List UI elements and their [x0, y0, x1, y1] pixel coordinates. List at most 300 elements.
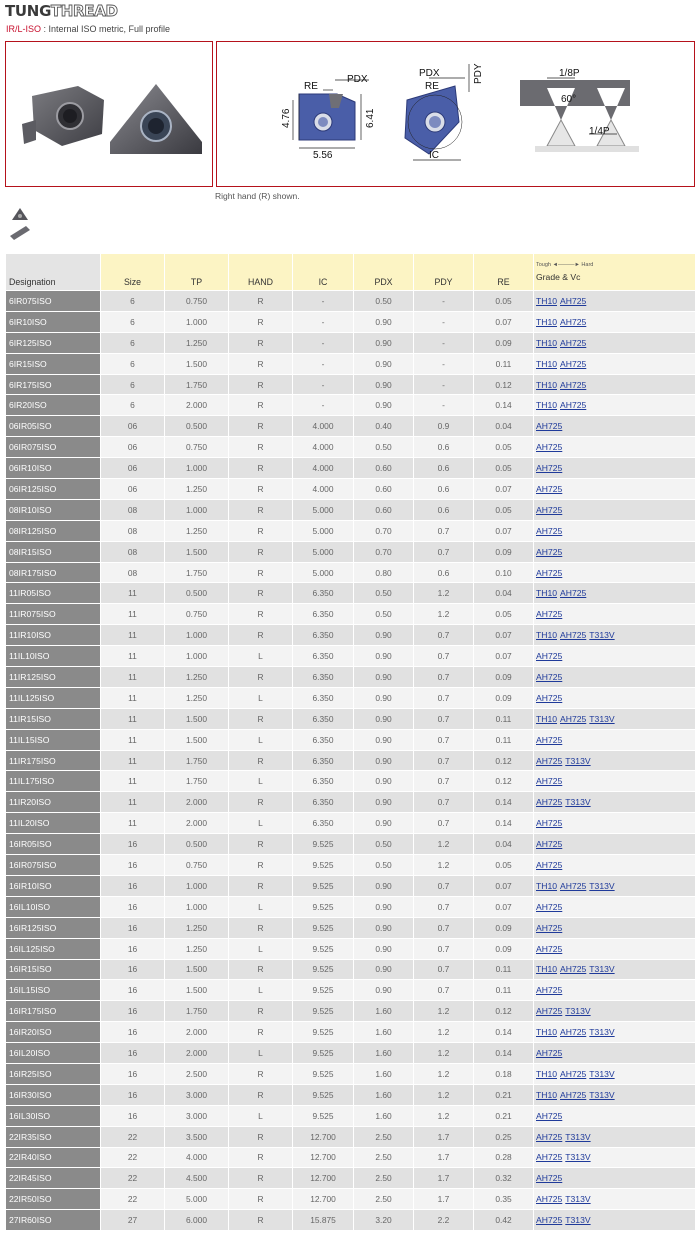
grade-link[interactable]: AH725	[536, 1194, 563, 1205]
cell-designation: 16IR25ISO	[6, 1063, 101, 1084]
cell-ic: 9.525	[293, 980, 354, 1001]
grade-link[interactable]: TH10	[536, 295, 558, 306]
cell-pdy: 0.7	[414, 771, 474, 792]
cell-size: 22	[101, 1126, 165, 1147]
grade-link[interactable]: AH725	[536, 1006, 563, 1017]
cell-hand: R	[229, 1063, 293, 1084]
cell-re: 0.04	[474, 583, 534, 604]
cell-tp: 1.000	[165, 458, 229, 479]
cell-size: 08	[101, 520, 165, 541]
cell-size: 06	[101, 416, 165, 437]
grade-link[interactable]: T313V	[565, 755, 591, 766]
cell-pdy: -	[414, 395, 474, 416]
cell-pdx: 0.50	[354, 834, 414, 855]
grade-link[interactable]: AH725	[536, 734, 563, 745]
grade-link[interactable]: T313V	[589, 964, 615, 975]
cell-tp: 4.500	[165, 1168, 229, 1189]
grade-link[interactable]: T313V	[589, 1089, 615, 1100]
table-row	[6, 416, 696, 437]
cell-ic: 9.525	[293, 1063, 354, 1084]
cell-size: 11	[101, 604, 165, 625]
cell-designation: 08IR15ISO	[6, 541, 101, 562]
col-header-ic: IC	[293, 254, 354, 291]
cell-grades	[534, 1147, 696, 1168]
dimension-diagram	[217, 42, 694, 186]
cell-grades	[534, 458, 696, 479]
grade-link[interactable]: AH725	[536, 671, 563, 682]
cell-ic: -	[293, 374, 354, 395]
cell-pdx: 0.90	[354, 980, 414, 1001]
brand-logo-thread: THREAD	[50, 2, 118, 20]
grade-link[interactable]: TH10	[536, 379, 558, 390]
grade-link[interactable]: AH725	[536, 1215, 563, 1226]
cell-tp: 1.500	[165, 353, 229, 374]
cell-pdy: 0.6	[414, 499, 474, 520]
grade-link[interactable]: AH725	[536, 985, 563, 996]
label-pdx2: PDX	[419, 68, 440, 79]
cell-pdy: 0.7	[414, 687, 474, 708]
cell-pdy: 0.9	[414, 416, 474, 437]
cell-hand: L	[229, 646, 293, 667]
grade-link[interactable]: AH725	[560, 588, 587, 599]
grade-link[interactable]: TH10	[536, 1068, 558, 1079]
cell-pdy: -	[414, 374, 474, 395]
cell-tp: 4.000	[165, 1147, 229, 1168]
grade-link[interactable]: AH725	[536, 463, 563, 474]
cell-size: 6	[101, 311, 165, 332]
cell-re: 0.09	[474, 667, 534, 688]
cell-ic: 9.525	[293, 917, 354, 938]
cell-grades	[534, 416, 696, 437]
grade-link[interactable]: AH725	[536, 421, 563, 432]
cell-re: 0.21	[474, 1084, 534, 1105]
cell-grades	[534, 499, 696, 520]
grade-link[interactable]: AH725	[536, 546, 563, 557]
cell-pdx: 0.90	[354, 729, 414, 750]
cell-hand: R	[229, 604, 293, 625]
cell-tp: 5.000	[165, 1189, 229, 1210]
cell-pdx: 1.60	[354, 1001, 414, 1022]
table-row	[6, 1210, 696, 1231]
grade-link[interactable]: AH725	[560, 295, 587, 306]
cell-grades	[534, 479, 696, 500]
cell-tp: 0.500	[165, 583, 229, 604]
cell-ic: 6.350	[293, 729, 354, 750]
cell-hand: L	[229, 980, 293, 1001]
cell-ic: 6.350	[293, 771, 354, 792]
grade-link[interactable]: AH725	[560, 316, 587, 327]
cell-re: 0.14	[474, 1043, 534, 1064]
grade-link[interactable]: TH10	[536, 588, 558, 599]
table-row	[6, 687, 696, 708]
cell-size: 16	[101, 980, 165, 1001]
grade-link[interactable]: AH725	[536, 922, 563, 933]
cell-grades	[534, 291, 696, 312]
grade-link[interactable]: AH725	[560, 400, 587, 411]
cell-designation: 11IR075ISO	[6, 604, 101, 625]
grade-link[interactable]: T313V	[589, 1027, 615, 1038]
cell-hand: L	[229, 813, 293, 834]
cell-pdy: 0.6	[414, 479, 474, 500]
cell-designation: 16IL125ISO	[6, 938, 101, 959]
grade-link[interactable]: TH10	[536, 1027, 558, 1038]
cell-ic: 9.525	[293, 855, 354, 876]
cell-hand: R	[229, 1001, 293, 1022]
cell-designation: 11IR05ISO	[6, 583, 101, 604]
cell-size: 11	[101, 708, 165, 729]
cell-hand: R	[229, 416, 293, 437]
grade-link[interactable]: AH725	[536, 839, 563, 850]
grade-link[interactable]: AH725	[536, 504, 563, 515]
cell-designation: 16IR10ISO	[6, 875, 101, 896]
grade-link[interactable]: T313V	[589, 1068, 615, 1079]
cell-pdx: 0.90	[354, 708, 414, 729]
cell-size: 06	[101, 437, 165, 458]
cell-ic: 5.000	[293, 520, 354, 541]
table-row	[6, 1147, 696, 1168]
cell-re: 0.12	[474, 1001, 534, 1022]
grade-link[interactable]: AH725	[536, 818, 563, 829]
cell-pdx: 0.90	[354, 687, 414, 708]
table-row	[6, 875, 696, 896]
cell-ic: 12.700	[293, 1147, 354, 1168]
grade-link[interactable]: AH725	[536, 901, 563, 912]
grade-link[interactable]: AH725	[536, 692, 563, 703]
cell-size: 11	[101, 646, 165, 667]
cell-grades	[534, 750, 696, 771]
cell-re: 0.07	[474, 311, 534, 332]
cell-grades	[534, 604, 696, 625]
thread-top-bar	[520, 80, 630, 88]
grade-link[interactable]: AH725	[536, 651, 563, 662]
grade-link[interactable]: AH725	[536, 442, 563, 453]
thumbnail-hole	[18, 214, 22, 218]
cell-tp: 3.000	[165, 1084, 229, 1105]
grade-link[interactable]: AH725	[536, 525, 563, 536]
cell-hand: R	[229, 959, 293, 980]
cell-grades	[534, 875, 696, 896]
insert-photo	[6, 42, 212, 186]
cell-tp: 0.750	[165, 604, 229, 625]
grade-link[interactable]: T313V	[589, 713, 615, 724]
grade-link[interactable]: T313V	[565, 1152, 591, 1163]
cell-ic: 6.350	[293, 604, 354, 625]
cell-ic: 6.350	[293, 687, 354, 708]
cell-size: 11	[101, 687, 165, 708]
cell-grades	[534, 1189, 696, 1210]
cell-grades	[534, 1063, 696, 1084]
cell-tp: 1.750	[165, 771, 229, 792]
cell-pdy: 0.6	[414, 562, 474, 583]
cell-re: 0.04	[474, 834, 534, 855]
cell-pdy: 0.7	[414, 875, 474, 896]
grade-link[interactable]: AH725	[536, 1173, 563, 1184]
cell-size: 6	[101, 332, 165, 353]
table-row	[6, 604, 696, 625]
grade-link[interactable]: TH10	[536, 880, 558, 891]
cell-designation: 11IR20ISO	[6, 792, 101, 813]
col-header-hand: HAND	[229, 254, 293, 291]
col-header-tp: TP	[165, 254, 229, 291]
cell-size: 6	[101, 374, 165, 395]
col-header-pdx: PDX	[354, 254, 414, 291]
grade-link[interactable]: T313V	[589, 880, 615, 891]
table-row	[6, 1022, 696, 1043]
cell-ic: 15.875	[293, 1210, 354, 1231]
cell-pdx: 0.90	[354, 917, 414, 938]
cell-designation: 6IR075ISO	[6, 291, 101, 312]
cell-grades	[534, 583, 696, 604]
cell-ic: 6.350	[293, 646, 354, 667]
cell-grades	[534, 562, 696, 583]
cell-grades	[534, 938, 696, 959]
cell-re: 0.14	[474, 1022, 534, 1043]
cell-tp: 1.000	[165, 896, 229, 917]
cell-designation: 16IR075ISO	[6, 855, 101, 876]
table-row	[6, 353, 696, 374]
cell-tp: 1.000	[165, 499, 229, 520]
grade-link[interactable]: TH10	[536, 1089, 558, 1100]
cell-hand: R	[229, 499, 293, 520]
cell-tp: 0.500	[165, 416, 229, 437]
grade-link[interactable]: TH10	[536, 316, 558, 327]
cell-ic: 6.350	[293, 750, 354, 771]
table-row	[6, 479, 696, 500]
cell-pdx: 1.60	[354, 1063, 414, 1084]
cell-ic: -	[293, 332, 354, 353]
grade-link[interactable]: AH725	[560, 379, 587, 390]
cell-size: 6	[101, 353, 165, 374]
cell-size: 11	[101, 625, 165, 646]
profile-diagram	[281, 74, 376, 161]
insert-left-hole-inner	[63, 109, 77, 123]
cell-grades	[534, 1210, 696, 1231]
cell-grades	[534, 1105, 696, 1126]
cell-re: 0.09	[474, 541, 534, 562]
cell-tp: 1.000	[165, 625, 229, 646]
cell-re: 0.09	[474, 687, 534, 708]
cell-tp: 0.750	[165, 855, 229, 876]
cell-pdx: 0.90	[354, 959, 414, 980]
cell-re: 0.12	[474, 750, 534, 771]
cell-re: 0.12	[474, 374, 534, 395]
cell-grades	[534, 1126, 696, 1147]
label-re2: RE	[425, 81, 439, 92]
cell-ic: 12.700	[293, 1168, 354, 1189]
grade-link[interactable]: TH10	[536, 400, 558, 411]
grade-link[interactable]: AH725	[560, 630, 587, 641]
cell-pdx: 1.60	[354, 1084, 414, 1105]
grade-link[interactable]: TH10	[536, 630, 558, 641]
cell-designation: 16IR30ISO	[6, 1084, 101, 1105]
grade-link[interactable]: AH725	[560, 713, 587, 724]
grade-link[interactable]: AH725	[536, 943, 563, 954]
cell-pdy: -	[414, 353, 474, 374]
cell-size: 16	[101, 1043, 165, 1064]
table-row	[6, 583, 696, 604]
cell-hand: L	[229, 771, 293, 792]
grade-link[interactable]: T313V	[565, 1006, 591, 1017]
grade-link[interactable]: T313V	[565, 1131, 591, 1142]
grade-link[interactable]: AH725	[536, 755, 563, 766]
grade-link[interactable]: AH725	[536, 483, 563, 494]
cell-tp: 0.750	[165, 437, 229, 458]
table-body	[6, 291, 696, 1231]
label-1-4p: 1/4P	[589, 126, 610, 137]
page-subtitle	[6, 24, 170, 34]
cell-pdy: 1.7	[414, 1168, 474, 1189]
cell-grades	[534, 792, 696, 813]
cell-size: 11	[101, 667, 165, 688]
grade-link[interactable]: AH725	[560, 880, 587, 891]
cell-pdy: 1.2	[414, 604, 474, 625]
cell-tp: 0.500	[165, 834, 229, 855]
thread-profile-diagram	[520, 68, 639, 152]
insert-spec-table	[5, 253, 696, 1231]
cell-designation: 11IR125ISO	[6, 667, 101, 688]
cell-pdx: 0.70	[354, 541, 414, 562]
table-row	[6, 520, 696, 541]
cell-ic: 12.700	[293, 1126, 354, 1147]
cell-re: 0.05	[474, 291, 534, 312]
table-row	[6, 750, 696, 771]
cell-ic: 6.350	[293, 583, 354, 604]
cell-pdx: 0.40	[354, 416, 414, 437]
cell-re: 0.05	[474, 437, 534, 458]
cell-grades	[534, 437, 696, 458]
label-6-41: 6.41	[365, 108, 376, 128]
cell-pdx: 0.90	[354, 395, 414, 416]
cell-pdx: 0.50	[354, 855, 414, 876]
diagram-caption: Right hand (R) shown.	[215, 191, 300, 201]
cell-tp: 1.000	[165, 646, 229, 667]
cell-pdx: 0.50	[354, 604, 414, 625]
grade-link[interactable]: T313V	[589, 630, 615, 641]
grade-link[interactable]: TH10	[536, 713, 558, 724]
subtitle-text: : Internal ISO metric, Full profile	[41, 24, 171, 34]
cell-designation: 11IL175ISO	[6, 771, 101, 792]
cell-designation: 22IR40ISO	[6, 1147, 101, 1168]
cell-ic: 9.525	[293, 1105, 354, 1126]
cell-tp: 2.000	[165, 1043, 229, 1064]
cell-designation: 11IL10ISO	[6, 646, 101, 667]
grade-link[interactable]: T313V	[565, 1194, 591, 1205]
cell-pdy: 0.6	[414, 458, 474, 479]
table-row	[6, 541, 696, 562]
grade-link[interactable]: TH10	[536, 337, 558, 348]
cell-tp: 1.500	[165, 980, 229, 1001]
grade-link[interactable]: TH10	[536, 964, 558, 975]
cell-re: 0.12	[474, 771, 534, 792]
label-ic: IC	[429, 150, 439, 161]
cell-tp: 1.000	[165, 875, 229, 896]
cell-pdy: 0.7	[414, 980, 474, 1001]
grade-link[interactable]: AH725	[536, 776, 563, 787]
table-row	[6, 458, 696, 479]
insert-right-hole-inner	[148, 118, 164, 134]
grade-link[interactable]: AH725	[536, 1048, 563, 1058]
grade-link[interactable]: AH725	[536, 609, 563, 620]
grade-link[interactable]: AH725	[536, 859, 563, 870]
cell-hand: L	[229, 1043, 293, 1064]
grade-link[interactable]: AH725	[560, 964, 587, 975]
table-row	[6, 855, 696, 876]
cell-pdx: 0.60	[354, 479, 414, 500]
cell-hand: R	[229, 311, 293, 332]
cell-re: 0.07	[474, 479, 534, 500]
cell-tp: 1.250	[165, 332, 229, 353]
grade-link[interactable]: AH725	[560, 358, 587, 369]
cell-re: 0.35	[474, 1189, 534, 1210]
table-row	[6, 499, 696, 520]
cell-tp: 1.500	[165, 959, 229, 980]
cell-pdy: 1.7	[414, 1189, 474, 1210]
grade-link[interactable]: AH725	[536, 1131, 563, 1142]
grade-link[interactable]: AH725	[560, 337, 587, 348]
cell-size: 6	[101, 291, 165, 312]
grade-link[interactable]: T313V	[565, 797, 591, 808]
cell-pdx: 0.90	[354, 938, 414, 959]
cell-hand: R	[229, 667, 293, 688]
cell-grades	[534, 353, 696, 374]
cell-designation: 08IR10ISO	[6, 499, 101, 520]
table-row	[6, 1084, 696, 1105]
grade-link[interactable]: T313V	[565, 1215, 591, 1226]
cell-size: 11	[101, 792, 165, 813]
label-pdy: PDY	[473, 63, 484, 84]
cell-grades	[534, 311, 696, 332]
triangle-diagram	[405, 63, 484, 161]
cell-hand: R	[229, 541, 293, 562]
cell-hand: R	[229, 479, 293, 500]
insert-thumbnail	[8, 206, 32, 240]
table-row	[6, 562, 696, 583]
grade-link[interactable]: AH725	[560, 1027, 587, 1038]
table-row	[6, 1001, 696, 1022]
table-row	[6, 395, 696, 416]
cell-hand: R	[229, 1168, 293, 1189]
cell-hand: L	[229, 938, 293, 959]
cell-tp: 1.500	[165, 541, 229, 562]
grade-link[interactable]: AH725	[536, 1152, 563, 1163]
cell-size: 16	[101, 1063, 165, 1084]
cell-re: 0.09	[474, 332, 534, 353]
cell-ic: 9.525	[293, 896, 354, 917]
cell-hand: L	[229, 1105, 293, 1126]
table-row	[6, 437, 696, 458]
cell-hand: R	[229, 1126, 293, 1147]
cell-re: 0.11	[474, 353, 534, 374]
cell-tp: 3.000	[165, 1105, 229, 1126]
grade-link[interactable]: TH10	[536, 358, 558, 369]
grade-link[interactable]: AH725	[560, 1068, 587, 1079]
cell-designation: 16IL30ISO	[6, 1105, 101, 1126]
table-row	[6, 332, 696, 353]
grade-link[interactable]: AH725	[560, 1089, 587, 1100]
cell-re: 0.11	[474, 959, 534, 980]
cell-designation: 16IR175ISO	[6, 1001, 101, 1022]
cell-pdy: 1.2	[414, 1063, 474, 1084]
cell-pdx: 0.90	[354, 875, 414, 896]
col-header-size: Size	[101, 254, 165, 291]
product-photo-panel	[5, 41, 213, 187]
grade-link[interactable]: AH725	[536, 567, 563, 578]
grade-link[interactable]: AH725	[536, 797, 563, 808]
grade-link[interactable]: AH725	[536, 1110, 563, 1121]
cell-ic: 6.350	[293, 708, 354, 729]
table-row	[6, 1043, 696, 1064]
cell-hand: R	[229, 353, 293, 374]
